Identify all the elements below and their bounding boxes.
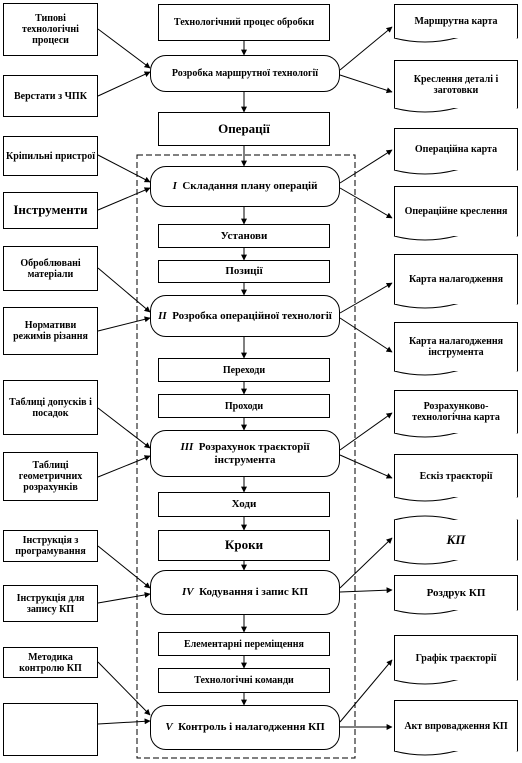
control-box [150,705,340,750]
traj-number: III [180,441,194,454]
trajectory-box [150,430,340,477]
output-kp-printout: Роздрук КП [394,575,518,610]
tech-commands-box: Технологічні команди [158,668,330,693]
code-label: Кодування і запис КП [199,586,309,599]
input-materials: Оброблювані матеріали [3,246,98,291]
opdev-number: II [158,309,167,322]
output-calc-tech-card: Розрахунково-технологічна карта [394,390,518,433]
output-trajectory-sketch: Ескіз траєкторії [394,454,518,497]
input-programming-manual: Інструкція з програмування [3,530,98,562]
plan-box [150,166,340,207]
elementary-moves-box: Елементарні переміщення [158,632,330,656]
output-setup-card: Карта налагодження [394,254,518,304]
input-cutting-norms: Нормативи режимів різання [3,307,98,355]
input-fixtures: Кріпильні пристрої [3,136,98,176]
opdev-box [150,295,340,337]
output-part-drawing: Креслення деталі і заготовки [394,60,518,108]
output-kp-act: Акт впровадження КП [394,700,518,751]
process-box: Технологічний процес обробки [158,4,330,41]
operations-box: Операції [158,112,330,146]
plan-number: I [172,180,177,193]
input-geometry-tables: Таблиці геометричних розрахунків [3,452,98,501]
code-number: IV [181,586,194,599]
passes-box: Проходи [158,394,330,418]
output-route-card: Маршрутна карта [394,4,518,38]
plan-label: Складання плану операцій [182,180,318,193]
route-dev-box: Розробка маршрутної технології [150,55,340,92]
positions-box: Позиції [158,260,330,283]
input-recording-manual: Інструкція для запису КП [3,585,98,622]
input-tools: Інструменти [3,192,98,229]
output-kp: КП [394,520,518,560]
input-cnc-machines: Верстати з ЧПК [3,75,98,117]
output-trajectory-graph: Графік траєкторії [394,635,518,680]
steps-box: Кроки [158,530,330,561]
setups-box: Установи [158,224,330,248]
coding-box [150,570,340,615]
ctrl-number: V [165,721,173,734]
traj-label: Розрахунок траєкторії інструмента [198,441,310,466]
moves-box: Ходи [158,492,330,517]
output-tool-setup-card: Карта налагодження інструмента [394,322,518,371]
opdev-label: Розробка операційної технології [172,309,332,322]
input-empty [3,703,98,756]
output-operation-drawing: Операційне креслення [394,186,518,236]
input-typical-processes: Типові технологічні процеси [3,3,98,56]
output-operation-card: Операційна карта [394,128,518,170]
input-tolerance-tables: Таблиці допусків і посадок [3,380,98,435]
ctrl-label: Контроль і налагодження КП [178,721,325,734]
transitions-box: Переходи [158,358,330,382]
input-control-method: Методика контролю КП [3,647,98,678]
